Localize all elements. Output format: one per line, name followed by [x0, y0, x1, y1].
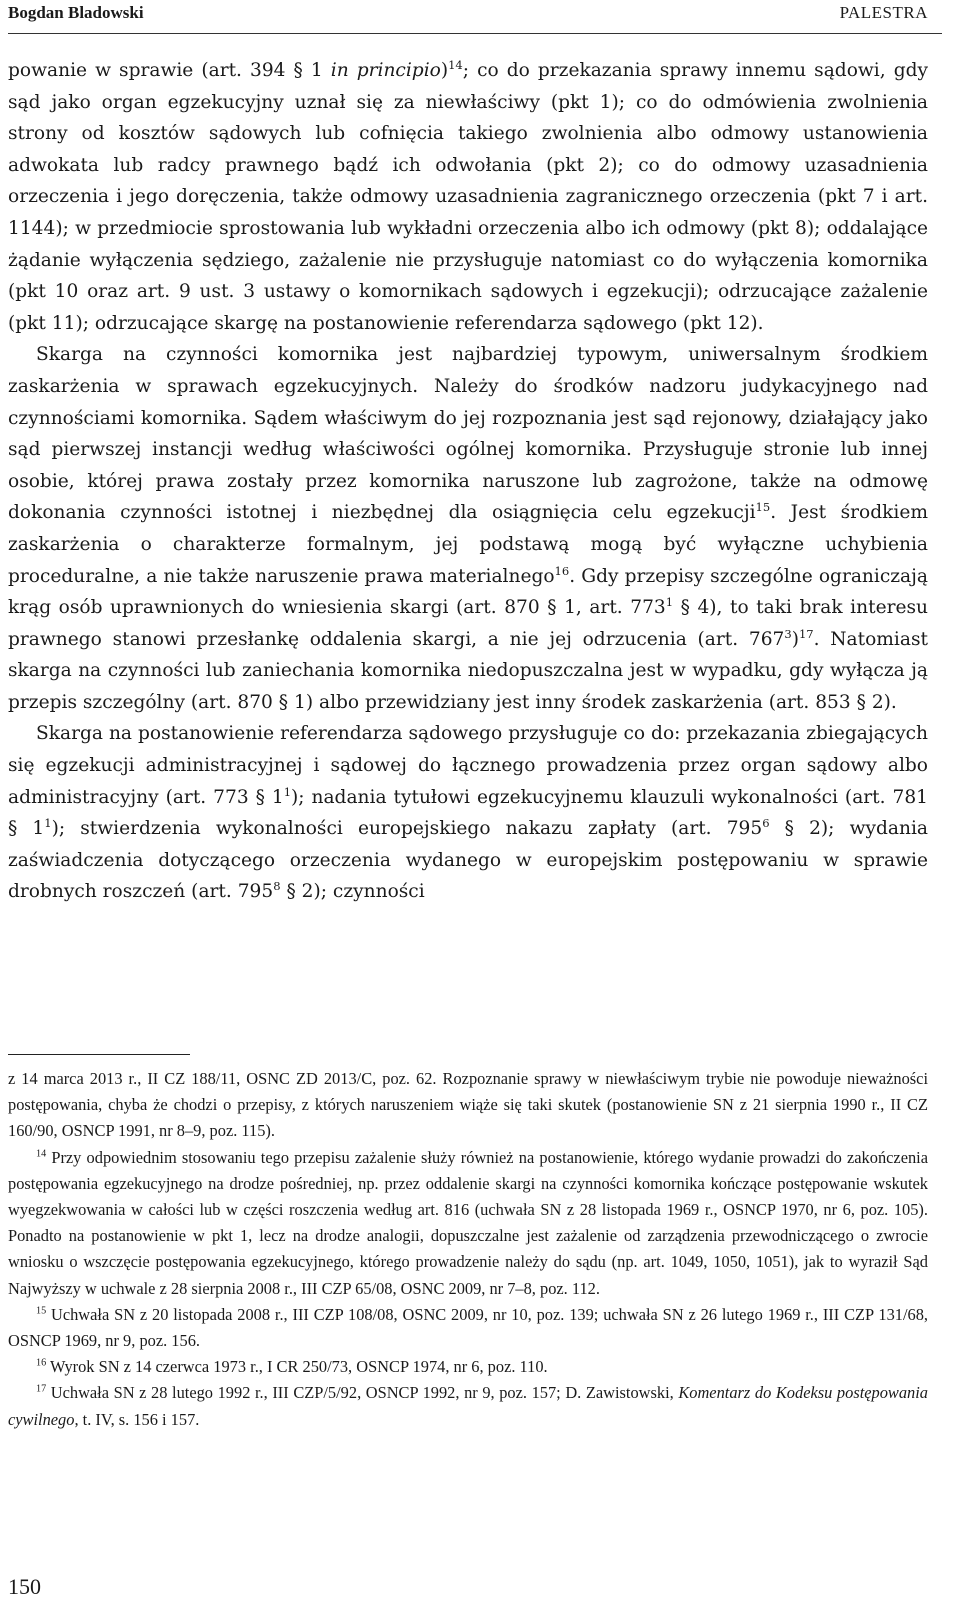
p1-text-close: )	[440, 60, 449, 81]
footnote-ref-17[interactable]: 17	[798, 626, 814, 641]
footnote-number: 16	[36, 1357, 47, 1369]
footnote-text: Przy odpowiednim stosowaniu tego przepisu zażalenie służy również na postanowienie, którego wydanie prowadzi do zakończenia postępowania egzekucyjnego na drodze pośredniej, np. przez oddalenie skargi na czynności komornika kończące postępowanie wskutek wyegzekwowania w całości lub w części roszczenia według art. 816 (uchwała SN z 28 listopada 1969 r., OSNCP 1970, nr 6, poz. 105). Ponadto na postanowienie w pkt 1, lecz na drodze analogii, dopuszczalne jest zażalenie od zarządzenia przewodniczącego o zwrocie wniosku o wszczęcie postępowania egzekucyjnego, którego prowadzenie należy do sądu (np. art. 1049, 1050, 1051), jak to wyraził Sąd Najwyższy w uchwale z 28 sierpnia 2008 r., III CZP 65/08, OSNC 2009, nr 7–8, poz. 112.	[8, 1147, 928, 1298]
body-text	[8, 55, 928, 908]
p1-italic: in principio	[330, 60, 441, 81]
footnote-number: 17	[36, 1383, 47, 1395]
p3-text-b: ); nadania tytułowi egzekucyjnemu klauzuli wykonalności (art. 781 § 1	[8, 786, 928, 840]
footnote-rule	[8, 1054, 190, 1055]
p2-text-a: Skarga na czynności komornika jest najbardziej typowym, uniwersalnym środkiem zaskarżenia w sprawach egzekucyjnych. Należy do środków nadzoru judykacyjnego nad czynnościami komornika. Sądem właściwym do jej rozpoznania jest sąd rejonowy, działający jako sąd pierwszej instancji według właściwości ogólnej komornika. Przysługuje stronie lub innej osobie, której prawa zostały przez komornika naruszone lub zagrożone, także na odmowę dokonania czynności istotnej i niezbędnej dla osiągnięcia celu egzekucji	[8, 344, 928, 524]
article-superscript: 1	[44, 816, 52, 831]
header-rule	[8, 33, 942, 34]
p2-text-f: . Natomiast skarga na czynności lub zaniechania komornika niedopuszczalna jest w wypadku, gdy wyłącza ją przepis szczególny (art. 870 § 1) albo przewidziany jest inny środek zaskarżenia (art. 853 § 2).	[8, 628, 928, 713]
p3-text-e: § 2); czynności	[280, 881, 425, 903]
p1-text-b: ; co do przekazania sprawy innemu sądowi, gdy sąd jako organ egzekucyjny uznał się za niewłaściwy (pkt 1); co do odmówienia zwolnienia strony od kosztów sądowych lub cofnięcia takiego zwolnienia albo odmowy ustanowienia adwokata lub radcy prawnego bądź ich odwołania (pkt 2); co do odmowy uzasadnienia orzeczenia i jego doręczenia, także odmowy uzasadnienia zagranicznego orzeczenia (pkt 7 i art. 1144); w przedmiocie sprostowania lub wykładni orzeczenia albo ich odmowy (pkt 8); oddalające żądanie wyłączenia sędziego, zażalenie nie przysługuje natomiast co do wyłączenia komornika (pkt 10 oraz art. 9 ust. 3 ustawy o komornikach sądowych i egzekucji); odrzucające zażalenie (pkt 11); odrzucające skargę na postanowienie referendarza sądowego (pkt 12).	[8, 60, 929, 334]
article-superscript: 3	[784, 626, 792, 641]
footnote-text: Wyrok SN z 14 czerwca 1973 r., I CR 250/73, OSNCP 1974, nr 6, poz. 110.	[46, 1357, 548, 1377]
running-head-author: Bogdan Bladowski	[8, 3, 144, 22]
footnote-text: Uchwała SN z 20 listopada 2008 r., III CZP 108/08, OSNC 2009, nr 10, poz. 139; uchwała SN z 26 lutego 1969 r., III CZP 131/68, OSNCP 1969, nr 9, poz. 156.	[8, 1304, 928, 1351]
p2-text-d: § 4), to taki brak interesu prawnego stanowi przesłankę oddalenia skargi, a nie jej odrzucenia (art. 767	[8, 597, 928, 650]
footnote-17	[8, 1380, 928, 1432]
footnote-number: 14	[36, 1148, 47, 1160]
footnote-16	[8, 1354, 928, 1380]
article-superscript: 6	[762, 816, 770, 831]
running-head-journal: PALESTRA	[839, 3, 928, 22]
footnote-ref-14[interactable]: 14	[448, 57, 463, 72]
p1-text-a: powanie w sprawie (art. 394 § 1	[8, 60, 331, 81]
footnote-italic-title: Komentarz do Kodeksu postępowania cywilnego	[8, 1383, 928, 1429]
article-superscript: 1	[283, 784, 292, 799]
paragraph-3	[8, 718, 928, 908]
p3-text-a: Skarga na postanowienie referendarza sądowego przysługuje co do: przekazania zbiegających się egzekucji administracyjnej i sądowej do łącznego prowadzenia przez organ sądowy albo administracyjny (art. 773 § 1	[8, 723, 928, 808]
p3-text-c: ); stwierdzenia wykonalności europejskiego nakazu zapłaty (art. 795	[51, 818, 763, 840]
footnote-number: 15	[36, 1305, 47, 1317]
footnote-text: Uchwała SN z 28 lutego 1992 r., III CZP/5/92, OSNCP 1992, nr 9, poz. 157; D. Zawistowski,	[46, 1383, 679, 1403]
paragraph-1	[8, 55, 928, 339]
footnote-continuation: z 14 marca 2013 r., II CZ 188/11, OSNC ZD 2013/C, poz. 62. Rozpoznanie sprawy w niewłaściwym trybie nie powoduje nieważności postępowania, chyba że chodzi o przepisy, z których naruszeniem wiąże się taki skutek (postanowienie SN z 21 sierpnia 1990 r., II CZ 160/90, OSNCP 1991, nr 8–9, poz. 115).	[8, 1069, 928, 1141]
footnote-14	[8, 1145, 928, 1302]
p2-text-c: . Gdy przepisy szczególne ograniczają krąg osób uprawnionych do wniesienia skargi (art. 870 § 1, art. 773	[8, 565, 928, 619]
p3-text-d: § 2); wydania zaświadczenia dotyczącego orzeczenia wydanego w europejskim postępowaniu w sprawie drobnych roszczeń (art. 795	[8, 818, 928, 903]
paragraph-2	[8, 339, 928, 718]
page-number: 150	[8, 1574, 41, 1599]
article-superscript: 1	[665, 594, 674, 609]
footnotes	[8, 1066, 928, 1433]
footnote-ref-16[interactable]: 16	[554, 563, 570, 578]
article-superscript: 8	[273, 879, 281, 894]
footnote-ref-15[interactable]: 15	[755, 500, 771, 515]
p2-text-b: . Jest środkiem zaskarżenia o charakterze formalnym, jej podstawą mogą być wyłączne uchybienia proceduralne, a nie także naruszenie prawa materialnego	[8, 502, 928, 587]
p2-text-e: )	[791, 628, 799, 650]
footnote-15	[8, 1302, 928, 1354]
footnote-tail: , t. IV, s. 156 i 157.	[74, 1409, 200, 1429]
running-head	[8, 0, 928, 30]
